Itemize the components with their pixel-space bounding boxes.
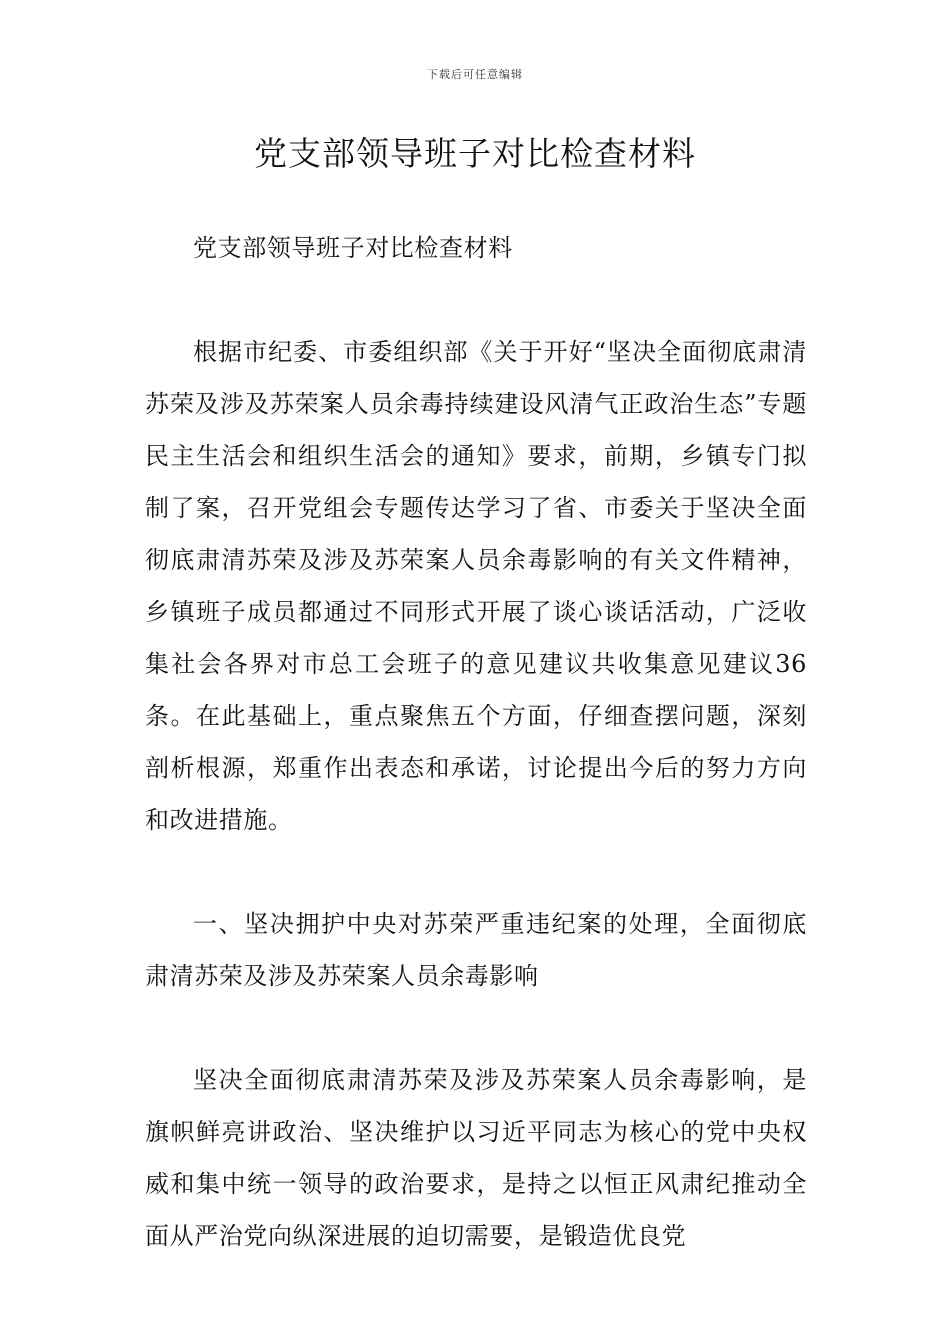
document-title: 党支部领导班子对比检查材料 [254,134,696,173]
subtitle-paragraph: 党支部领导班子对比检查材料 [193,234,513,262]
header-note: 下载后可任意编辑 [427,68,523,81]
document-body [145,222,807,1262]
section-1-body: 坚决全面彻底肃清苏荣及涉及苏荣案人员余毒影响，是旗帜鲜亮讲政治、坚决维护以习近平同志为核心的党中央权威和集中统一领导的政治要求，是持之以恒正风肃纪推动全面从严治党向纵深进展的迫切需要，是锻造优良党 [145,1066,807,1250]
intro-paragraph: 根据市纪委、市委组织部《关于开好“坚决全面彻底肃清苏荣及涉及苏荣案人员余毒持续建设风清气正政治生态”专题民主生活会和组织生活会的通知》要求，前期，乡镇专门拟制了案，召开党组会专题传达学习了省、市委关于坚决全面彻底肃清苏荣及涉及苏荣案人员余毒影响的有关文件精神，乡镇班子成员都通过不同形式开展了谈心谈话活动，广泛收集社会各界对市总工会班子的意见建议共收集意见建议36条。在此基础上，重点聚焦五个方面，仔细查摆问题，深刻剖析根源，郑重作出表态和承诺，讨论提出今后的努力方向和改进措施。 [145,338,807,834]
section-1-heading: 一、坚决拥护中央对苏荣严重违纪案的处理，全面彻底肃清苏荣及涉及苏荣案人员余毒影响 [145,910,807,990]
